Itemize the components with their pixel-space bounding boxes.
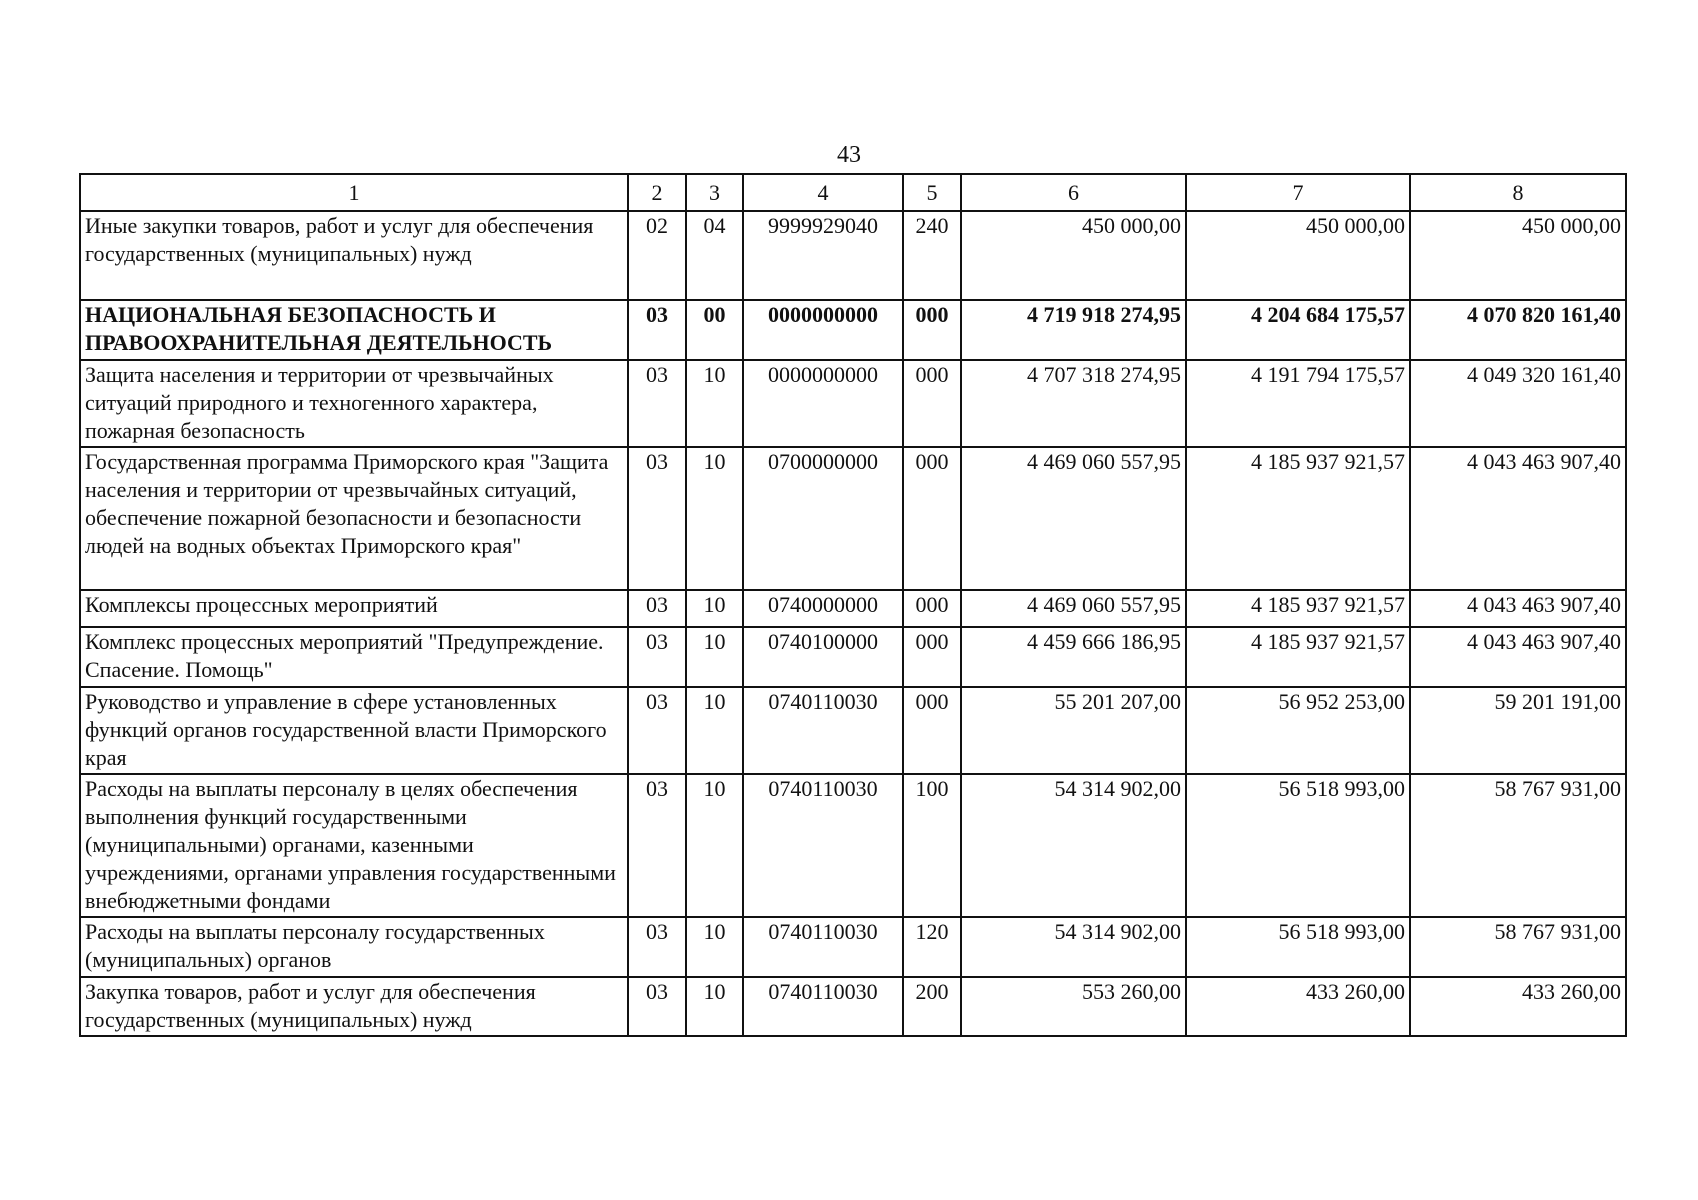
row-amount-6: 4 459 666 186,95 <box>961 627 1186 687</box>
row-name: Руководство и управление в сфере установленных функций органов государственной власти Приморского края <box>80 687 628 774</box>
row-expense-type: 000 <box>903 627 961 687</box>
row-section: 03 <box>628 300 686 360</box>
budget-table <box>79 173 1627 1037</box>
header-row <box>80 174 1626 211</box>
row-expense-type: 100 <box>903 774 961 917</box>
row-subsection: 10 <box>686 627 743 687</box>
table-row <box>80 300 1626 360</box>
row-name: Комплексы процессных мероприятий <box>80 590 628 627</box>
header-col-5: 5 <box>903 174 961 211</box>
row-amount-6: 553 260,00 <box>961 977 1186 1036</box>
page-number-text: 43 <box>837 142 861 168</box>
table-row <box>80 211 1626 300</box>
row-section: 03 <box>628 977 686 1036</box>
row-amount-8: 4 070 820 161,40 <box>1410 300 1626 360</box>
header-col-8: 8 <box>1410 174 1626 211</box>
row-target-article: 9999929040 <box>743 211 903 300</box>
row-name: Комплекс процессных мероприятий "Предупреждение. Спасение. Помощь" <box>80 627 628 687</box>
header-col-7: 7 <box>1186 174 1410 211</box>
row-amount-8: 4 049 320 161,40 <box>1410 360 1626 447</box>
table-row <box>80 774 1626 917</box>
row-section: 03 <box>628 687 686 774</box>
row-amount-7: 56 952 253,00 <box>1186 687 1410 774</box>
row-amount-7: 4 185 937 921,57 <box>1186 590 1410 627</box>
row-amount-8: 433 260,00 <box>1410 977 1626 1036</box>
row-amount-7: 4 204 684 175,57 <box>1186 300 1410 360</box>
row-subsection: 10 <box>686 774 743 917</box>
row-amount-6: 54 314 902,00 <box>961 917 1186 977</box>
row-subsection: 10 <box>686 590 743 627</box>
row-amount-8: 58 767 931,00 <box>1410 917 1626 977</box>
row-section: 02 <box>628 211 686 300</box>
row-section: 03 <box>628 774 686 917</box>
row-amount-8: 4 043 463 907,40 <box>1410 590 1626 627</box>
row-target-article: 0700000000 <box>743 447 903 590</box>
row-amount-7: 4 191 794 175,57 <box>1186 360 1410 447</box>
row-amount-8: 4 043 463 907,40 <box>1410 447 1626 590</box>
row-name: Расходы на выплаты персоналу в целях обеспечения выполнения функций государственными (муниципальными) органами, казенными учреждениями, органами управления государственными внебюджетными фондами <box>80 774 628 917</box>
row-amount-7: 433 260,00 <box>1186 977 1410 1036</box>
row-section: 03 <box>628 627 686 687</box>
row-amount-7: 56 518 993,00 <box>1186 917 1410 977</box>
row-expense-type: 000 <box>903 447 961 590</box>
row-amount-6: 55 201 207,00 <box>961 687 1186 774</box>
row-amount-6: 4 469 060 557,95 <box>961 447 1186 590</box>
table-row <box>80 627 1626 687</box>
table-row <box>80 917 1626 977</box>
row-name: Защита населения и территории от чрезвычайных ситуаций природного и техногенного характера, пожарная безопасность <box>80 360 628 447</box>
row-target-article: 0740110030 <box>743 687 903 774</box>
row-amount-7: 56 518 993,00 <box>1186 774 1410 917</box>
row-section: 03 <box>628 360 686 447</box>
row-target-article: 0740110030 <box>743 917 903 977</box>
row-subsection: 04 <box>686 211 743 300</box>
row-subsection: 10 <box>686 687 743 774</box>
row-name: НАЦИОНАЛЬНАЯ БЕЗОПАСНОСТЬ И ПРАВООХРАНИТЕЛЬНАЯ ДЕЯТЕЛЬНОСТЬ <box>80 300 628 360</box>
row-expense-type: 200 <box>903 977 961 1036</box>
row-subsection: 10 <box>686 360 743 447</box>
row-target-article: 0740100000 <box>743 627 903 687</box>
row-expense-type: 000 <box>903 687 961 774</box>
table-row <box>80 687 1626 774</box>
header-col-1: 1 <box>80 174 628 211</box>
row-amount-8: 4 043 463 907,40 <box>1410 627 1626 687</box>
row-amount-6: 4 719 918 274,95 <box>961 300 1186 360</box>
row-name: Иные закупки товаров, работ и услуг для обеспечения государственных (муниципальных) нужд <box>80 211 628 300</box>
row-target-article: 0740110030 <box>743 774 903 917</box>
row-amount-6: 54 314 902,00 <box>961 774 1186 917</box>
row-target-article: 0740110030 <box>743 977 903 1036</box>
row-expense-type: 240 <box>903 211 961 300</box>
row-amount-7: 4 185 937 921,57 <box>1186 627 1410 687</box>
row-amount-8: 59 201 191,00 <box>1410 687 1626 774</box>
header-col-6: 6 <box>961 174 1186 211</box>
row-amount-8: 450 000,00 <box>1410 211 1626 300</box>
row-subsection: 10 <box>686 917 743 977</box>
row-subsection: 10 <box>686 447 743 590</box>
header-col-4: 4 <box>743 174 903 211</box>
row-expense-type: 000 <box>903 300 961 360</box>
row-amount-6: 4 469 060 557,95 <box>961 590 1186 627</box>
row-target-article: 0000000000 <box>743 300 903 360</box>
row-amount-7: 450 000,00 <box>1186 211 1410 300</box>
row-target-article: 0740000000 <box>743 590 903 627</box>
row-section: 03 <box>628 447 686 590</box>
row-name: Государственная программа Приморского края "Защита населения и территории от чрезвычайных ситуаций, обеспечение пожарной безопасности и безопасности людей на водных объектах Приморского края" <box>80 447 628 590</box>
row-section: 03 <box>628 917 686 977</box>
row-target-article: 0000000000 <box>743 360 903 447</box>
row-amount-8: 58 767 931,00 <box>1410 774 1626 917</box>
row-name: Расходы на выплаты персоналу государственных (муниципальных) органов <box>80 917 628 977</box>
table-row <box>80 360 1626 447</box>
table-row <box>80 447 1626 590</box>
page-number <box>0 142 1698 168</box>
row-expense-type: 000 <box>903 360 961 447</box>
row-expense-type: 000 <box>903 590 961 627</box>
row-amount-7: 4 185 937 921,57 <box>1186 447 1410 590</box>
header-col-2: 2 <box>628 174 686 211</box>
table-row <box>80 977 1626 1036</box>
row-subsection: 00 <box>686 300 743 360</box>
row-expense-type: 120 <box>903 917 961 977</box>
table-row <box>80 590 1626 627</box>
row-amount-6: 4 707 318 274,95 <box>961 360 1186 447</box>
row-name: Закупка товаров, работ и услуг для обеспечения государственных (муниципальных) нужд <box>80 977 628 1036</box>
header-col-3: 3 <box>686 174 743 211</box>
row-section: 03 <box>628 590 686 627</box>
row-amount-6: 450 000,00 <box>961 211 1186 300</box>
row-subsection: 10 <box>686 977 743 1036</box>
